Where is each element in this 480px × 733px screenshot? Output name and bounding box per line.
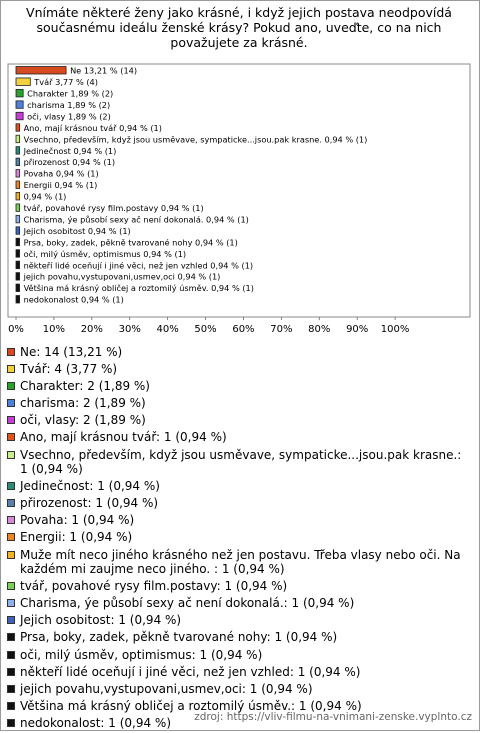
- legend-label-19: Většina má krásný obličej a roztomilý úsměv.: 1 (0,94 %): [20, 698, 362, 713]
- legend-swatch-4: [7, 416, 15, 424]
- legend-item-9: [6, 513, 472, 528]
- legend-swatch-12: [7, 582, 15, 590]
- bar-20: [16, 296, 20, 304]
- legend-label-12: tvář, povahové rysy film.postavy: 1 (0,94 %): [20, 579, 288, 594]
- bar-label-0: Ne 13,21 % (14): [70, 65, 138, 76]
- x-tick-label-3: 30%: [118, 324, 141, 335]
- legend-label-0: Ne: 14 (13,21 %): [20, 345, 123, 359]
- legend-swatch-14: [7, 616, 15, 624]
- x-tick-label-9: 90%: [346, 324, 369, 335]
- legend: [6, 345, 472, 733]
- legend-item-18: [6, 682, 472, 697]
- legend-label-18: jejich povahu,vystupovani,usmev,oci: 1 (0,94 %): [20, 681, 313, 696]
- legend-swatch-9: [7, 516, 15, 524]
- legend-swatch-19: [7, 702, 15, 710]
- x-tick-label-6: 60%: [232, 324, 255, 335]
- bar-label-20: nedokonalost 0,94 % (1): [23, 294, 124, 305]
- legend-item-4: [6, 413, 472, 428]
- bar-17: [16, 261, 20, 269]
- bar-1: [16, 78, 30, 86]
- bar-label-14: Jejich osobitost 0,94 % (1): [23, 225, 131, 236]
- legend-swatch-20: [7, 719, 15, 727]
- legend-item-10: [6, 530, 472, 545]
- legend-swatch-18: [7, 685, 15, 693]
- bar-19: [16, 284, 20, 292]
- legend-swatch-5: [7, 433, 15, 441]
- bar-label-5: Ano, mají krásnou tvář 0,94 % (1): [23, 122, 162, 133]
- legend-swatch-8: [7, 499, 15, 507]
- bar-16: [16, 250, 20, 258]
- bar-18: [16, 273, 20, 281]
- legend-label-20: nedokonalost: 1 (0,94 %): [20, 715, 172, 730]
- x-tick-label-8: 80%: [308, 324, 331, 335]
- bar-6: [16, 135, 20, 143]
- legend-label-15: Prsa, boky, zadek, pěkně tvarované nohy: 1 (0,94 %): [20, 630, 338, 645]
- bar-label-16: oči, milý úsměv, optimismus 0,94 % (1): [23, 248, 187, 259]
- legend-label-1: Tvář: 4 (3,77 %): [20, 362, 118, 377]
- legend-swatch-1: [7, 365, 15, 373]
- bar-label-9: Povaha 0,94 % (1): [23, 168, 99, 179]
- legend-swatch-15: [7, 633, 15, 641]
- legend-label-17: někteří lidé oceňují i jiné věci, než jen vzhled: 1 (0,94 %): [20, 664, 361, 679]
- x-tick-label-4: 40%: [156, 324, 179, 335]
- legend-label-2: Charakter: 2 (1,89 %): [20, 379, 150, 394]
- legend-item-17: [6, 665, 472, 680]
- x-tick-label-2: 20%: [80, 324, 103, 335]
- bar-10: [16, 181, 20, 189]
- bar-label-7: Jedinečnost 0,94 % (1): [23, 145, 117, 156]
- bar-chart: [0, 0, 480, 345]
- legend-item-2: [6, 379, 472, 394]
- legend-swatch-7: [7, 482, 15, 490]
- source-note: zdroj: https://vliv-filmu-na-vnimani-zenske.vyplnto.cz: [194, 711, 472, 723]
- legend-item-7: [6, 479, 472, 494]
- bar-11: [16, 192, 20, 200]
- legend-label-13: Charisma, ýe působí sexy ač není dokonalá.: 1 (0,94 %): [20, 596, 355, 611]
- legend-item-15: [6, 630, 472, 645]
- legend-label-16: oči, milý úsměv, optimismus: 1 (0,94 %): [20, 647, 263, 662]
- legend-item-8: [6, 496, 472, 511]
- legend-swatch-16: [7, 651, 15, 659]
- legend-item-3: [6, 396, 472, 411]
- legend-label-4: oči, vlasy: 2 (1,89 %): [20, 413, 146, 428]
- legend-label-14: Jejich osobitost: 1 (0,94 %): [20, 613, 182, 628]
- bar-label-11: 0,94 % (1): [23, 191, 67, 202]
- bar-9: [16, 170, 20, 178]
- legend-item-16: [6, 648, 472, 663]
- bar-8: [16, 158, 20, 166]
- legend-swatch-3: [7, 399, 15, 407]
- legend-item-12: [6, 579, 472, 594]
- bar-label-8: přirozenost 0,94 % (1): [23, 157, 116, 168]
- bar-label-19: Většina má krásný obličej a roztomilý úsměv. 0,94 % (1): [23, 283, 254, 294]
- bar-12: [16, 204, 20, 212]
- x-tick-label-7: 70%: [270, 324, 293, 335]
- bar-2: [16, 89, 23, 97]
- bar-0: [16, 67, 66, 75]
- legend-label-8: přirozenost: 1 (0,94 %): [20, 496, 159, 511]
- legend-swatch-10: [7, 533, 15, 541]
- legend-label-10: Energii: 1 (0,94 %): [20, 530, 133, 545]
- x-tick-label-1: 10%: [42, 324, 66, 335]
- bar-13: [16, 215, 20, 223]
- legend-label-3: charisma: 2 (1,89 %): [20, 396, 146, 411]
- legend-item-11: [6, 548, 472, 577]
- bar-label-4: oči, vlasy 1,89 % (2): [27, 111, 111, 122]
- legend-swatch-0: [7, 348, 15, 356]
- legend-item-6: [6, 448, 472, 477]
- bar-label-6: Vsechno, především, když jsou usměvave, sympaticke...jsou.pak krasne. 0,94 % (1): [23, 134, 368, 145]
- legend-label-7: Jedinečnost: 1 (0,94 %): [20, 479, 160, 494]
- bar-4: [16, 112, 23, 120]
- legend-item-5: [6, 430, 472, 445]
- bar-3: [16, 101, 23, 109]
- legend-label-5: Ano, mají krásnou tvář: 1 (0,94 %): [20, 430, 227, 445]
- bar-label-1: Tvář 3,77 % (4): [34, 77, 98, 88]
- bar-label-3: charisma 1,89 % (2): [27, 99, 111, 110]
- chart-title: Vnímáte některé ženy jako krásné, i když jejich postava neodpovídá současnému ideálu ženské krásy? Pokud ano, uveďte, co na nich považujete za krásné.: [26, 5, 452, 50]
- bar-label-13: Charisma, ýe působí sexy ač není dokonalá. 0,94 % (1): [23, 214, 249, 225]
- legend-swatch-6: [7, 451, 15, 459]
- bar-label-18: jejich povahu,vystupovani,usmev,oci 0,94 % (1): [23, 271, 221, 282]
- x-tick-label-10: 100%: [380, 324, 410, 335]
- legend-label-11: Muže mít neco jiného krásného než jen postavu. Třeba vlasy nebo oči. Na každém mi zaujme neco jiného. : 1 (0,94 %): [20, 547, 461, 577]
- bar-label-15: Prsa, boky, zadek, pěkně tvarované nohy 0,94 % (1): [23, 237, 238, 248]
- legend-label-6: Vsechno, především, když jsou usměvave, sympaticke...jsou.pak krasne.: 1 (0,94 %): [20, 447, 462, 477]
- bar-7: [16, 147, 20, 155]
- bar-label-12: tvář, povahové rysy film.postavy 0,94 % (1): [23, 203, 204, 213]
- legend-label-9: Povaha: 1 (0,94 %): [20, 513, 135, 528]
- legend-item-0: [6, 345, 472, 360]
- bar-14: [16, 227, 20, 235]
- legend-swatch-13: [7, 599, 15, 607]
- bar-5: [16, 124, 20, 132]
- legend-swatch-17: [7, 668, 15, 676]
- bar-label-2: Charakter 1,89 % (2): [27, 88, 114, 99]
- legend-swatch-2: [7, 382, 15, 390]
- x-tick-label-5: 50%: [194, 324, 217, 335]
- legend-item-14: [6, 613, 472, 628]
- legend-item-1: [6, 362, 472, 377]
- bar-label-10: Energii 0,94 % (1): [23, 180, 98, 191]
- bar-15: [16, 238, 20, 246]
- legend-item-13: [6, 596, 472, 611]
- legend-swatch-11: [7, 551, 15, 559]
- bar-label-17: někteří lidé oceňují i jiné věci, než jen vzhled 0,94 % (1): [23, 260, 254, 271]
- x-tick-label-0: 0%: [8, 324, 24, 335]
